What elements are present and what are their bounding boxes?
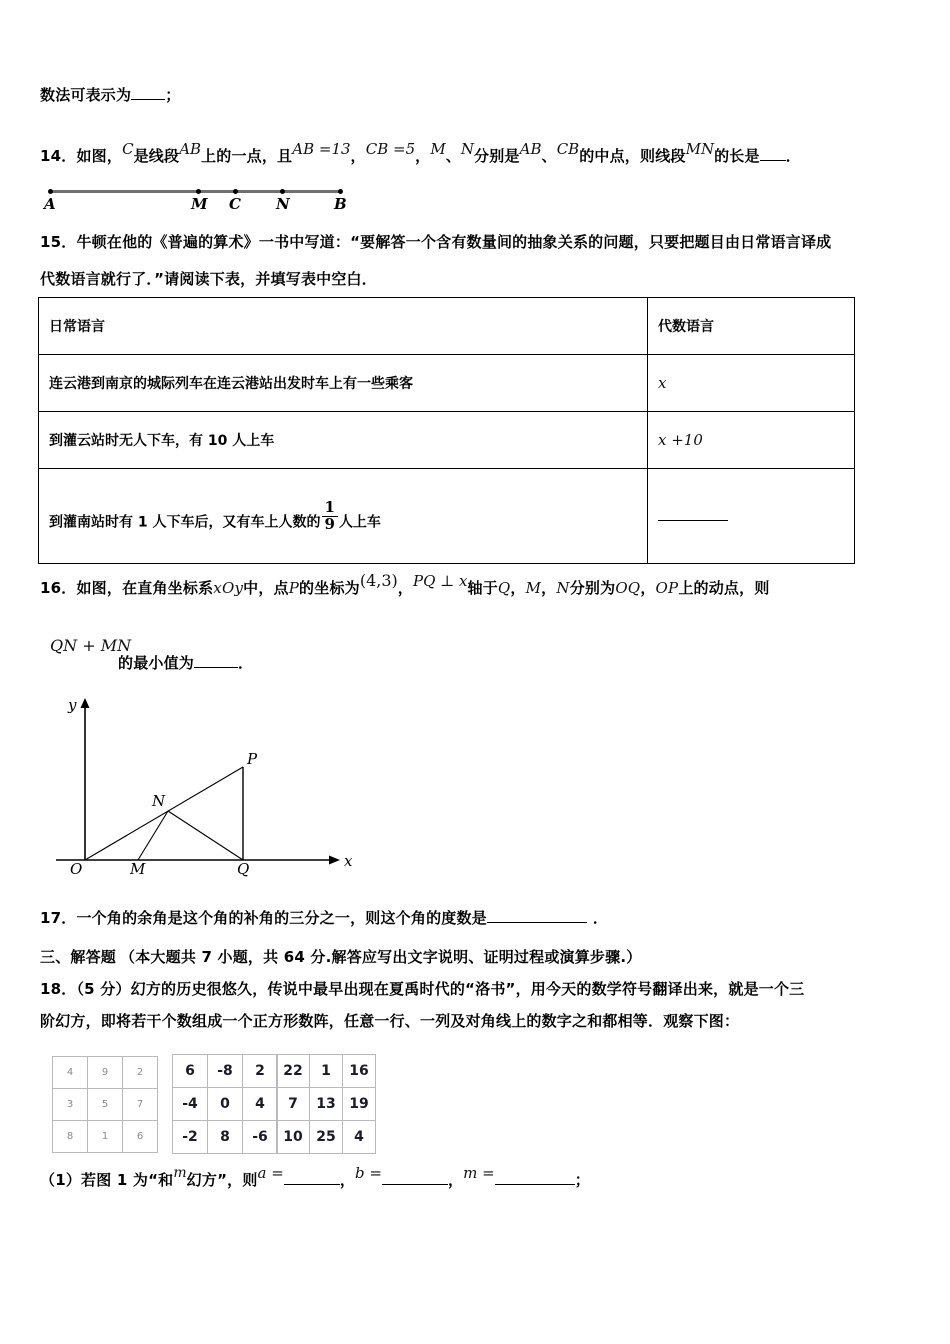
point-label-o: O: [70, 860, 83, 878]
magic-square-3: [276, 1054, 376, 1154]
q14-segment-figure: [44, 182, 358, 216]
q16-coordinate-figure: [48, 692, 368, 882]
q18-sub1-comma1: ，: [339, 1171, 356, 1189]
point-label-n: N: [152, 792, 166, 810]
point-label-m: M: [130, 860, 146, 878]
q16-var-op: OP: [655, 579, 679, 597]
q14-eq-ab: AB =13: [292, 140, 351, 158]
line-nm: [138, 811, 168, 860]
q15-text2: 代数语言就行了．”请阅读下表，并填写表中空白．: [40, 270, 377, 288]
question-18-line2: [40, 1014, 739, 1029]
cell-3-1: 10: [277, 1121, 310, 1154]
cell-3-2: 1: [88, 1121, 123, 1153]
q16-var-oq: OQ: [615, 579, 641, 597]
cell-2-3: 4: [243, 1088, 278, 1121]
q16-seg3: 的坐标为: [299, 579, 360, 597]
y-axis-arrow: [81, 698, 90, 708]
question-15-line1: [40, 235, 831, 250]
magic-row: [53, 1089, 158, 1121]
question-15-line2: [40, 272, 377, 287]
fraction-one-ninth: [322, 497, 338, 533]
cell-3-1: 8: [53, 1121, 88, 1153]
table-header-algebra: 代数语言: [648, 298, 855, 355]
cell-1-3: 2: [123, 1057, 158, 1089]
table-row: [39, 355, 855, 412]
q16-comma3: ，: [541, 579, 557, 597]
point-label-q: Q: [237, 860, 250, 878]
coordinate-svg: [48, 692, 368, 882]
q14-dun2: 、: [541, 147, 557, 165]
q14-seg7: ．: [785, 147, 801, 165]
q18-sub1-mid: 幻方”，则: [186, 1171, 258, 1189]
q18-sub1-m-label: m =: [463, 1164, 495, 1182]
cell-2-2: 0: [208, 1088, 243, 1121]
segment-label-c: C: [229, 195, 241, 213]
q16-seg8: ．: [238, 654, 254, 672]
q16-seg4: 轴于: [467, 579, 498, 597]
magic-row: [173, 1088, 278, 1121]
point-label-p: P: [247, 750, 258, 768]
q17-answer-blank: [487, 922, 587, 923]
question-18-sub1: [40, 1164, 590, 1189]
section-3-heading-line: [40, 950, 641, 965]
segment-point-n: [280, 189, 285, 194]
table-cell-daily-3-pre: 到灌南站时有 1 人下车后，又有车上人数的: [49, 514, 321, 531]
q14-var-m: M: [430, 140, 446, 158]
section-3-heading: 三、解答题: [40, 948, 117, 966]
q18-text1: 幻方的历史很悠久，传说中最早出现在夏禹时代的“洛书”，用今天的数学符号翻译出来，就是一个三: [130, 980, 805, 998]
q15-table: [38, 297, 855, 564]
top-fragment-line: [40, 88, 180, 103]
line-op: [85, 767, 243, 860]
cell-3-2: 25: [310, 1121, 343, 1154]
q16-var-p: P: [288, 579, 300, 597]
q14-var-mn: MN: [685, 140, 715, 158]
table-cell-daily-2: 到灌云站时无人下车，有 10 人上车: [39, 412, 648, 469]
cell-3-3: 6: [123, 1121, 158, 1153]
line-nq: [168, 811, 243, 860]
q14-seg4: 分别是: [474, 147, 520, 165]
question-18-line1: [40, 982, 804, 997]
magic-row: [53, 1121, 158, 1153]
magic-square-1: [52, 1056, 158, 1153]
cell-1-3: 16: [343, 1055, 376, 1088]
table-cell-daily-3-post: 人上车: [338, 514, 381, 531]
table-header-row: [39, 298, 855, 355]
cell-1-2: 1: [310, 1055, 343, 1088]
cell-2-1: 3: [53, 1089, 88, 1121]
q18-sub1-a-label: a =: [257, 1164, 284, 1182]
magic-row: [277, 1055, 376, 1088]
question-17-line: [40, 911, 608, 926]
q18-score: （5 分）: [76, 980, 131, 998]
segment-label-m: M: [191, 195, 208, 213]
cell-2-2: 13: [310, 1088, 343, 1121]
x-axis-arrow: [329, 856, 340, 865]
q14-seg1: 如图，: [76, 147, 123, 165]
table-row: [39, 469, 855, 564]
q16-seg7: 的最小值为: [118, 654, 195, 672]
q16-answer-blank: [194, 667, 238, 668]
q17-tail: ．: [592, 909, 609, 927]
q16-seg1: 如图，在直角坐标系: [76, 579, 214, 597]
segment-point-m: [196, 189, 201, 194]
magic-square-2: [172, 1054, 278, 1154]
cell-3-1: -2: [173, 1121, 208, 1154]
cell-1-1: 4: [53, 1057, 88, 1089]
segment-bar: [50, 190, 340, 193]
cell-2-3: 19: [343, 1088, 376, 1121]
table-row: [39, 412, 855, 469]
q14-eq-cb: CB =5: [365, 140, 416, 158]
q14-seg3: 上的一点，且: [201, 147, 293, 165]
magic-row: [173, 1121, 278, 1154]
cell-3-3: -6: [243, 1121, 278, 1154]
q16-seg5: 分别为: [569, 579, 616, 597]
cell-1-2: -8: [208, 1055, 243, 1088]
q18-sub1-m-blank: [495, 1184, 575, 1185]
q14-answer-blank: [760, 160, 786, 161]
q16-comma2: ，: [510, 579, 526, 597]
axis-label-y: y: [68, 696, 77, 714]
top-fragment-tail: ；: [165, 86, 181, 104]
q18-text2: 阶幻方，即将若干个数组成一个正方形数阵，任意一行、一列及对角线上的数字之和都相等．观察下图：: [40, 1012, 740, 1030]
segment-point-a: [48, 189, 53, 194]
q16-var-q: Q: [497, 579, 511, 597]
q14-var-cb2: CB: [556, 140, 580, 158]
q16-number: 16．: [40, 579, 77, 597]
magic-row: [277, 1121, 376, 1154]
q14-seg6: 的长是: [714, 147, 760, 165]
question-16-line2: [118, 655, 253, 671]
q15-number: 15．: [40, 233, 77, 251]
axis-label-x: x: [344, 852, 353, 870]
cell-1-1: 22: [277, 1055, 310, 1088]
cell-3-2: 8: [208, 1121, 243, 1154]
q17-number: 17．: [40, 909, 77, 927]
cell-1-1: 6: [173, 1055, 208, 1088]
q18-sub1-b-label: b =: [355, 1164, 382, 1182]
q16-perp: PQ ⊥ x: [413, 572, 468, 590]
q14-seg5: 的中点，则线段: [579, 147, 686, 165]
q18-sub1-end: ；: [574, 1171, 590, 1189]
q14-var-n: N: [460, 140, 475, 158]
table-cell-algebra-1: x: [658, 374, 667, 392]
q18-sub1-comma2: ，: [447, 1171, 464, 1189]
table-cell-daily-3: [39, 469, 648, 564]
q16-expression: QN + MN: [50, 636, 132, 655]
fraction-numerator: 1: [322, 500, 338, 517]
table-header-daily: 日常语言: [39, 298, 648, 355]
segment-point-b: [338, 189, 343, 194]
q17-text: 一个角的余角是这个角的补角的三分之一，则这个角的度数是: [76, 909, 487, 927]
table-cell-algebra-2: x +10: [658, 431, 703, 449]
cell-2-2: 5: [88, 1089, 123, 1121]
q16-xoy: xOy: [213, 579, 244, 597]
cell-1-2: 9: [88, 1057, 123, 1089]
q14-number: 14．: [40, 147, 77, 165]
cell-3-3: 4: [343, 1121, 376, 1154]
question-14-line: [40, 140, 801, 165]
segment-label-n: N: [276, 195, 290, 213]
table-cell-algebra-3: [648, 469, 855, 564]
section-3-detail: （本大题共 7 小题，共 64 分.解答应写出文字说明、证明过程或演算步骤.）: [120, 948, 642, 966]
q16-comma1: ，: [397, 579, 413, 597]
top-fragment-blank: [131, 99, 165, 100]
cell-1-3: 2: [243, 1055, 278, 1088]
q16-comma4: ，: [640, 579, 656, 597]
question-16-line1: [40, 571, 770, 597]
q18-sub1-a-blank: [284, 1184, 340, 1185]
q14-var-c: C: [122, 140, 134, 158]
question-16-expr: [50, 638, 131, 654]
q16-seg2: 中，点: [243, 579, 289, 597]
cell-2-3: 7: [123, 1089, 158, 1121]
q18-number: 18．: [40, 980, 77, 998]
table-answer-blank: [658, 519, 728, 521]
q16-coord: (4,3): [359, 571, 398, 590]
magic-row: [277, 1088, 376, 1121]
q18-sub1-pre: （1）若图 1 为“和: [40, 1171, 174, 1189]
segment-label-b: B: [334, 195, 347, 213]
q14-var-ab: AB: [179, 140, 202, 158]
magic-row: [173, 1055, 278, 1088]
q16-seg6: 上的动点，则: [678, 579, 770, 597]
top-fragment-text: 数法可表示为: [40, 86, 132, 104]
q18-sub1-m-sup: m: [173, 1165, 187, 1181]
q15-text1: 牛顿在他的《普遍的算术》一书中写道：“要解答一个含有数量间的抽象关系的问题，只要把题目由日常语言译成: [76, 233, 832, 251]
q14-dun1: 、: [445, 147, 461, 165]
cell-2-1: -4: [173, 1088, 208, 1121]
q14-comma2: ，: [415, 147, 431, 165]
fraction-denominator: 9: [324, 514, 335, 533]
magic-row: [53, 1057, 158, 1089]
q14-comma1: ，: [350, 147, 366, 165]
q16-var-n: N: [556, 579, 570, 597]
cell-2-1: 7: [277, 1088, 310, 1121]
q16-var-m: M: [525, 579, 542, 597]
table-cell-daily-1: 连云港到南京的城际列车在连云港站出发时车上有一些乘客: [39, 355, 648, 412]
q14-seg2: 是线段: [133, 147, 180, 165]
q14-var-ab2: AB: [519, 140, 542, 158]
segment-point-c: [233, 189, 238, 194]
segment-label-a: A: [44, 195, 56, 213]
q18-sub1-b-blank: [382, 1184, 448, 1185]
